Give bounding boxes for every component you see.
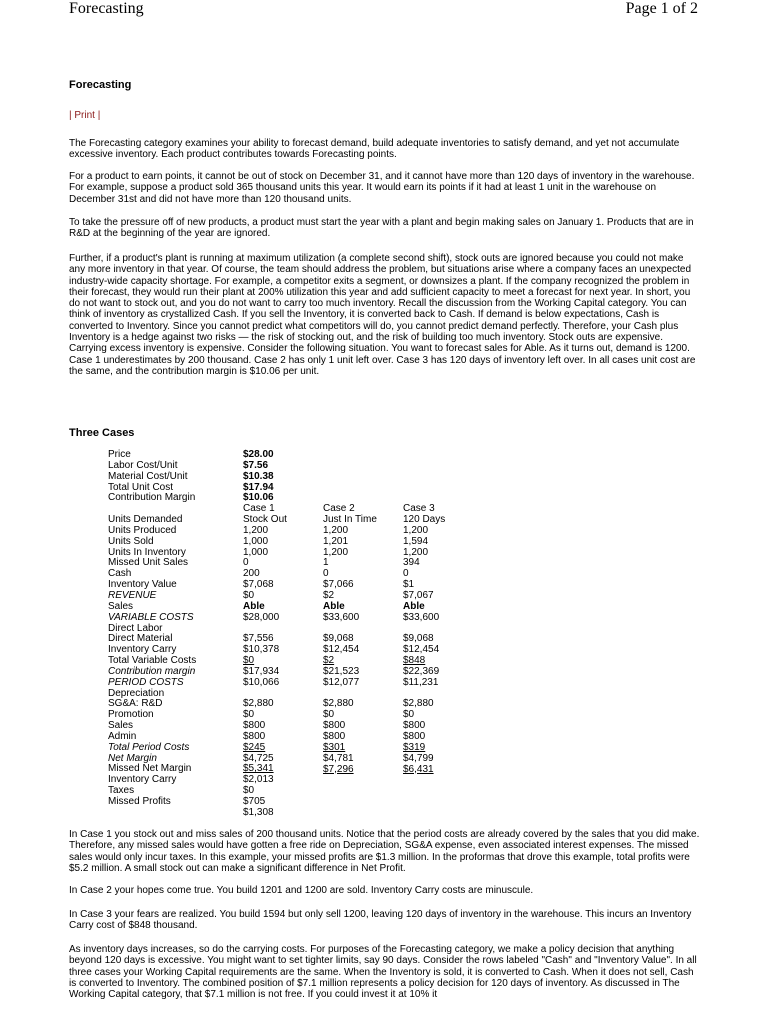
case1-cell: 0 [243,557,249,569]
case1-header: Case 1 [243,503,275,515]
table-label: SG&A: R&D [108,698,163,710]
case2-cell: $2 [323,655,335,667]
table-label: Total Variable Costs [108,655,197,667]
case3-cell: $22,369 [403,665,440,677]
case1-cell: $800 [243,730,266,742]
document-title: Forecasting [69,79,132,91]
table-label: Units Demanded [108,514,183,526]
case1-column [243,450,313,819]
case1-cell: $7,068 [243,579,274,591]
case3-cell: $800 [403,730,426,742]
table-label: Direct Labor [108,622,163,634]
new-products-paragraph: To take the pressure off of new products, a product must start the year with a plant and begin making sales on January 1. Products that are in R&D at the beginning of the year are ignored. [69,217,694,240]
case1-cell: $800 [243,720,266,732]
case3-cell: $1 [403,579,415,591]
table-label: Sales [108,600,134,612]
unit-value: $28.00 [243,449,274,460]
case3-cell: $11,231 [403,676,439,688]
table-label: Total Period Costs [108,741,190,753]
case3-cell: $33,600 [403,611,440,623]
page-header-title: Forecasting [69,0,144,17]
inventory-days-paragraph: As inventory days increases, so do the carrying costs. For purposes of the Forecasting category, we make a policy decision that anything beyond 120 days is excessive. You might want to set tighter limits, say 90 days. Consider the rows labeled "Cash" and "Inventory Value". In all three cases your Working Capital requirements are the same. When the Inventory is sold, it is converted to Cash. When it does not sell, Cash is converted to Inventory. The combined position of $7.1 million represents a policy decision for 120 days of inventory. As discussed in The Working Capital category, that $7.1 million is not free. If you could invest it at 10% it [69,944,697,1001]
case2-cell: $800 [323,720,346,732]
case3-cell: $848 [403,655,426,667]
intro-paragraph: The Forecasting category examines your ability to forecast demand, build adequate inventories to satisfy demand, and yet not accumulate excessive inventory. Each product contributes towards Forecasting points. [69,138,680,161]
case1-cell: $2,880 [243,698,274,710]
unit-value: $7.56 [243,459,269,471]
case2-cell: 1,200 [323,546,349,558]
case2-cell: 1,200 [323,524,349,536]
table-label: Contribution margin [108,665,196,677]
case1-subheader: Stock Out [243,514,287,526]
case3-cell: 1,200 [403,546,429,558]
case3-cell: $0 [403,709,415,721]
table-label: Inventory Value [108,579,177,591]
table-label: Contribution Margin [108,492,196,504]
table-label: REVENUE [108,589,157,601]
case3-column [403,504,473,775]
case3-subheader: 120 Days [403,514,446,526]
utilization-paragraph: Further, if a product's plant is running at maximum utilization (a complete second shift), stock outs are ignored because you could not make any more inventory in that year. Of course, the team should address the problem, but situations arise where a company faces an unexpected industry-wide capacity shortage. For example, a competitor exits a segment, or downsizes a plant. If the company recognized the problem in their forecast, they would run their plant at 200% utilization this year and add sufficient capacity to meet a forecast for next year. In short, you do not want to stock out, and you do not want to carry too much inventory. Recall the discussion from the Working Capital category. You can think of inventory as crystallized Cash. If you sell the Inventory, it is converted back to Cash. If demand is below expectations, Cash is converted to Inventory. Since you cannot predict what competitors will do, you cannot predict demand perfectly. Therefore, your Cash plus Inventory is a hedge against two risks — the risk of stocking out, and the risk of building too much inventory. Stock outs are expensive. Carrying excess inventory is expensive. Consider the following situation. You want to forecast sales for Able. As it turns out, demand is 1200. Case 1 underestimates by 200 thousand. Case 2 has only 1 unit left over. Case 3 has 120 days of inventory left over. In all cases unit cost are the same, and the contribution margin is $10.06 per unit. [69,253,696,377]
earning-points-paragraph: For a product to earn points, it cannot be out of stock on December 31, and it cannot have more than 120 days of inventory in the warehouse. For example, suppose a product sold 365 thousand units this year. It would earn its points if it had at least 1 unit in the warehouse on December 31st and did not have more than 120 thousand units. [69,171,695,205]
case2-subheader: Just In Time [323,514,377,526]
case1-cell: $4,725 [243,752,274,764]
table-label: Price [108,449,131,460]
three-cases-heading: Three Cases [69,427,135,439]
case1-cell: $7,556 [243,633,274,645]
table-label: Admin [108,730,137,742]
case1-explanation: In Case 1 you stock out and miss sales of 200 thousand units. Notice that the period costs are already covered by the sales that you did make. Therefore, any missed sales would have gotten a free ride on Depreciation, SG&A expense, even associated interest expenses. The missed sales would only incur taxes. In this example, your missed profits are $1.3 million. In the proformas that drove this example, total profits were $5.2 million. A small stock out can make a significant difference in Net Profit. [69,829,700,874]
unit-value: $17.94 [243,481,274,493]
table-label: Material Cost/Unit [108,470,188,482]
case1-cell: $10,378 [243,644,280,656]
table-label: Taxes [108,785,135,797]
table-label: Sales [108,720,134,732]
case2-cell: 1 [323,557,329,569]
table-label: Total Unit Cost [108,481,174,493]
case2-cell: $21,523 [323,665,360,677]
case1-cell: $1,308 [243,806,274,818]
case1-cell: $0 [243,589,255,601]
table-label: Net Margin [108,752,157,764]
table-label: Units Sold [108,535,154,547]
table-label: Inventory Carry [108,644,177,656]
case1-cell: 200 [243,568,260,580]
table-label: Labor Cost/Unit [108,459,178,471]
case3-cell: 1,200 [403,524,429,536]
case1-cell: $245 [243,741,266,753]
case1-cell: $2,013 [243,774,274,786]
unit-value: $10.06 [243,492,274,504]
unit-value: $10.38 [243,470,274,482]
case3-cell: $800 [403,720,426,732]
table-labels [108,450,238,808]
page-number: Page 1 of 2 [625,0,698,17]
table-label: Missed Unit Sales [108,557,189,569]
case3-cell: 0 [403,568,409,580]
case2-column [323,504,393,775]
case3-cell: $6,431 [403,763,434,775]
case2-explanation: In Case 2 your hopes come true. You build 1201 and 1200 are sold. Inventory Carry costs are minuscule. [69,885,534,896]
case3-cell: $4,799 [403,752,434,764]
table-label: VARIABLE COSTS [108,611,194,623]
case2-cell: $4,781 [323,752,354,764]
table-label: Units In Inventory [108,546,186,558]
table-label: Depreciation [108,687,165,699]
case2-header: Case 2 [323,503,355,515]
case2-cell: $800 [323,730,346,742]
case2-cell: $301 [323,741,346,753]
case1-cell: Able [243,600,265,612]
case3-cell: $12,454 [403,644,440,656]
case1-cell: $0 [243,655,255,667]
case3-cell: $2,880 [403,698,434,710]
table-label: Cash [108,568,132,580]
case1-cell: 1,000 [243,535,269,547]
case2-cell: $12,077 [323,676,360,688]
case2-cell: $2 [323,590,335,601]
case3-cell: $9,068 [403,633,434,645]
table-label: Promotion [108,709,154,721]
case1-cell: $0 [243,785,255,797]
case2-cell: 1,201 [323,535,349,547]
case1-cell: $0 [243,709,255,721]
table-label: PERIOD COSTS [108,676,184,688]
case3-cell: 1,594 [403,535,429,547]
case3-cell: $7,067 [403,590,434,601]
case1-cell: $17,934 [243,665,280,677]
case1-cell: $705 [243,796,266,807]
case2-cell: $2,880 [323,698,354,710]
case2-cell: $33,600 [323,611,360,623]
case1-cell: 1,200 [243,524,269,536]
case2-cell: $12,454 [323,644,360,656]
case3-explanation: In Case 3 your fears are realized. You build 1594 but only sell 1200, leaving 120 days of inventory in the warehouse. This incurs an Inventory Carry cost of $848 thousand. [69,909,692,932]
case2-cell: $0 [323,709,335,721]
case3-cell: Able [403,600,425,612]
table-label: Inventory Carry [108,774,177,786]
case3-cell: 394 [403,557,420,569]
case3-cell: $319 [403,741,426,753]
table-label: Direct Material [108,633,173,645]
table-label: Missed Net Margin [108,763,192,775]
case2-cell: Able [323,600,345,612]
case1-cell: $5,341 [243,763,274,775]
case2-cell: $9,068 [323,633,354,645]
case1-cell: 1,000 [243,546,269,558]
print-link[interactable]: | Print | [69,110,101,121]
case2-cell: $7,296 [323,763,354,775]
case1-cell: $28,000 [243,611,280,623]
case1-cell: $10,066 [243,676,280,688]
table-label: Missed Profits [108,796,171,807]
case2-cell: 0 [323,568,329,580]
case3-header: Case 3 [403,503,435,515]
table-label: Units Produced [108,524,177,536]
case2-cell: $7,066 [323,579,354,591]
